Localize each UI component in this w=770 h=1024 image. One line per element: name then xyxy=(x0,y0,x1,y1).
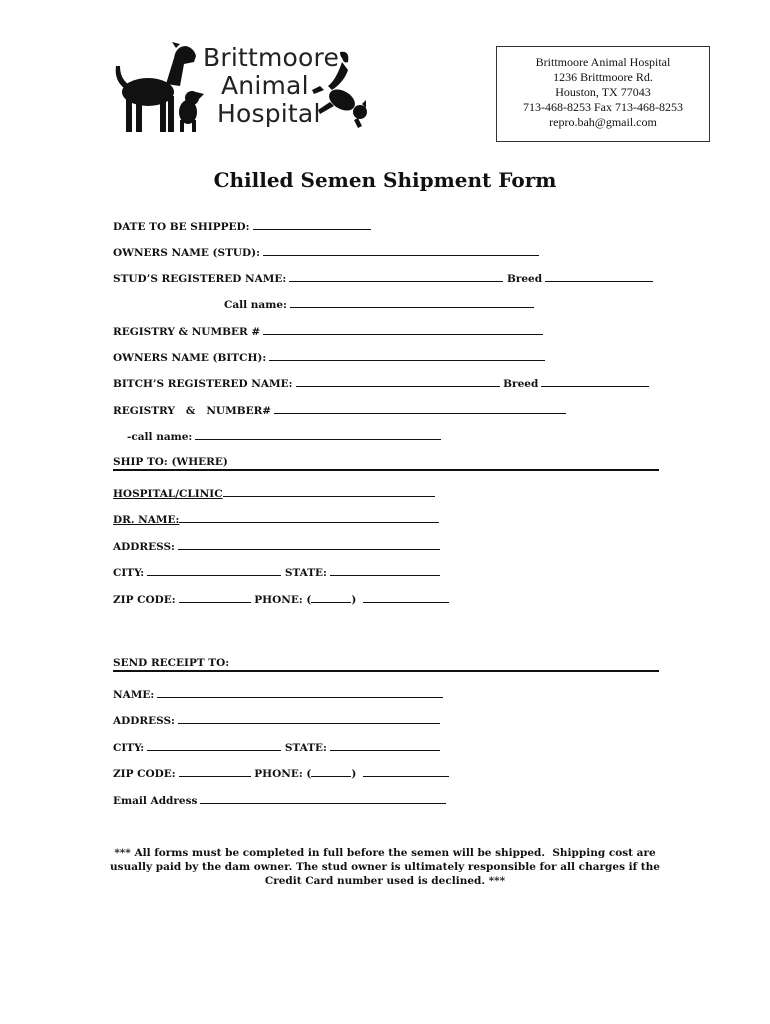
receipt-heading: SEND RECEIPT TO: xyxy=(113,657,230,669)
ship-address-label: ADDRESS: xyxy=(113,541,175,553)
dr-name-label: DR. NAME: xyxy=(113,514,180,526)
stud-call-name-field[interactable] xyxy=(224,297,534,312)
contact-address: 1236 Brittmoore Rd. xyxy=(553,70,653,84)
hospital-input[interactable] xyxy=(223,486,435,497)
form-title: Chilled Semen Shipment Form xyxy=(213,168,557,192)
ship-area-code-input[interactable] xyxy=(311,592,351,603)
owners-stud-field[interactable] xyxy=(113,245,539,260)
dr-name-input[interactable] xyxy=(179,512,439,523)
dr-name-field[interactable] xyxy=(113,512,439,527)
contact-name: Brittmoore Animal Hospital xyxy=(535,55,671,69)
receipt-address-field[interactable] xyxy=(113,713,440,728)
registry-number-input[interactable] xyxy=(263,324,543,335)
bitch-registered-input[interactable] xyxy=(296,376,500,387)
stud-call-name-label: Call name: xyxy=(224,299,287,311)
receipt-state-label: STATE: xyxy=(284,742,327,754)
registry-number2-label: REGISTRY & NUMBER# xyxy=(113,405,272,417)
stud-call-name-input[interactable] xyxy=(290,297,534,308)
registry-number2-input[interactable] xyxy=(274,403,566,414)
receipt-address-input[interactable] xyxy=(178,713,440,724)
receipt-city-label: CITY: xyxy=(113,742,145,754)
contact-info-box xyxy=(496,46,710,142)
receipt-name-field[interactable] xyxy=(113,687,443,702)
bitch-breed-label: Breed xyxy=(503,378,539,390)
owners-bitch-field[interactable] xyxy=(113,350,545,365)
cat-silhouette-icon xyxy=(310,50,372,130)
ship-address-field[interactable] xyxy=(113,539,440,554)
receipt-phone-input[interactable] xyxy=(363,766,449,777)
receipt-city-input[interactable] xyxy=(147,740,281,751)
bitch-call-name-input[interactable] xyxy=(195,429,441,440)
ship-to-divider xyxy=(113,469,659,471)
owners-stud-input[interactable] xyxy=(263,245,539,256)
receipt-phone-close: ) xyxy=(351,768,357,780)
hospital-logo xyxy=(110,40,375,140)
stud-breed-input[interactable] xyxy=(545,271,653,282)
logo-line-3: Hospital xyxy=(217,99,321,128)
owners-stud-label: OWNERS NAME (STUD): xyxy=(113,247,260,259)
shipping-notice xyxy=(110,846,660,888)
ship-zip-input[interactable] xyxy=(179,592,251,603)
ship-state-label: STATE: xyxy=(284,567,327,579)
registry-number2-field[interactable] xyxy=(113,403,566,418)
receipt-zip-phone-field[interactable] xyxy=(113,766,449,781)
ship-city-input[interactable] xyxy=(147,565,281,576)
notice-line-1: *** All forms must be completed in full before the semen will be shipped. Shipping cost are xyxy=(114,847,656,859)
registry-number-label: REGISTRY & NUMBER # xyxy=(113,326,261,338)
date-shipped-label: DATE TO BE SHIPPED: xyxy=(113,221,250,233)
receipt-email-label: Email Address xyxy=(113,795,198,807)
stud-registered-field[interactable] xyxy=(113,271,653,286)
ship-to-heading: SHIP TO: (WHERE) xyxy=(113,456,228,468)
bitch-registered-label: BITCH’S REGISTERED NAME: xyxy=(113,378,293,390)
receipt-divider xyxy=(113,670,659,672)
owners-bitch-label: OWNERS NAME (BITCH): xyxy=(113,352,267,364)
hospital-field[interactable] xyxy=(113,486,435,501)
date-shipped-input[interactable] xyxy=(253,219,371,230)
notice-line-3: Credit Card number used is declined. *** xyxy=(264,875,506,887)
logo-line-1: Brittmoore xyxy=(203,43,340,72)
notice-line-2: usually paid by the dam owner. The stud owner is ultimately responsible for all charges if the xyxy=(110,861,660,873)
bitch-call-name-field[interactable] xyxy=(127,429,441,444)
owners-bitch-input[interactable] xyxy=(269,350,545,361)
ship-city-state-field[interactable] xyxy=(113,565,440,580)
stud-registered-input[interactable] xyxy=(289,271,503,282)
hospital-label: HOSPITAL/CLINIC xyxy=(113,488,223,500)
ship-phone-input[interactable] xyxy=(363,592,449,603)
ship-phone-label: PHONE: ( xyxy=(254,594,312,606)
bitch-breed-input[interactable] xyxy=(541,376,649,387)
ship-state-input[interactable] xyxy=(330,565,440,576)
receipt-city-state-field[interactable] xyxy=(113,740,440,755)
receipt-name-label: NAME: xyxy=(113,689,155,701)
receipt-zip-input[interactable] xyxy=(179,766,251,777)
logo-line-2: Animal xyxy=(221,71,309,100)
ship-phone-close: ) xyxy=(351,594,357,606)
receipt-email-field[interactable] xyxy=(113,793,446,808)
bitch-registered-field[interactable] xyxy=(113,376,649,391)
stud-breed-label: Breed xyxy=(506,273,543,285)
ship-city-label: CITY: xyxy=(113,567,145,579)
date-shipped-field[interactable] xyxy=(113,219,371,234)
receipt-address-label: ADDRESS: xyxy=(113,715,175,727)
receipt-email-input[interactable] xyxy=(200,793,446,804)
bitch-call-name-label: -call name: xyxy=(127,431,193,443)
registry-number-field[interactable] xyxy=(113,324,543,339)
contact-phone: 713-468-8253 Fax 713-468-8253 xyxy=(523,100,683,114)
stud-registered-label: STUD’S REGISTERED NAME: xyxy=(113,273,287,285)
ship-address-input[interactable] xyxy=(178,539,440,550)
ship-zip-phone-field[interactable] xyxy=(113,592,449,607)
receipt-state-input[interactable] xyxy=(330,740,440,751)
contact-city: Houston, TX 77043 xyxy=(555,85,651,99)
ship-zip-label: ZIP CODE: xyxy=(113,594,176,606)
receipt-zip-label: ZIP CODE: xyxy=(113,768,176,780)
receipt-area-code-input[interactable] xyxy=(311,766,351,777)
receipt-name-input[interactable] xyxy=(157,687,443,698)
contact-email: repro.bah@gmail.com xyxy=(549,115,657,129)
receipt-phone-label: PHONE: ( xyxy=(254,768,312,780)
